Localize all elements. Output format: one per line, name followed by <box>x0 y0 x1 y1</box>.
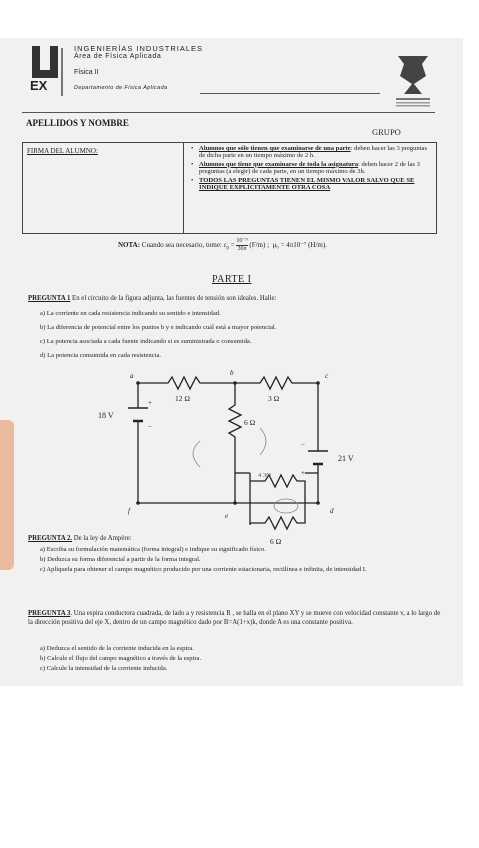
rule-item: • Alumnos que sólo tienen que examinarse de una parte: deben hacer las 3 preguntas de dicha parte en un tiempo máximo de 2 h. <box>191 145 433 160</box>
node-e: e <box>225 512 229 520</box>
resistor-6-middle: 6 Ω <box>244 418 256 427</box>
exam-rules <box>191 145 433 192</box>
signature-label: FIRMA DEL ALUMNO: <box>27 147 98 155</box>
minus-sign-18v: − <box>148 423 152 431</box>
q1-item-c: c) La potencia asociada a cada fuente indicando si es suministrada o consumida. <box>40 338 252 345</box>
node-b: b <box>230 369 234 377</box>
source-21v: 21 V <box>338 454 354 463</box>
part-title: PARTE I <box>212 274 252 285</box>
question-2: PREGUNTA 2. De la ley de Ampère: <box>28 535 132 542</box>
node-f: f <box>128 507 130 515</box>
node-c: c <box>325 372 329 380</box>
department-name: Departamento de Física Aplicada <box>74 85 168 91</box>
crest-icon <box>392 50 434 110</box>
question-1: PREGUNTA 1 En el circuito de la figura adjunta, las fuentes de tensión son ideales. Halle: <box>28 295 277 302</box>
rule-item: • TODOS LAS PREGUNTAS TIENEN EL MISMO VALOR SALVO QUE SE INDIQUE EXPLÍCITAMENTE OTRA COSA <box>191 177 433 192</box>
logo-text: EX <box>30 78 48 93</box>
surname-label: APELLIDOS Y NOMBRE <box>26 118 129 128</box>
resistor-6-bottom: 6 Ω <box>270 537 282 546</box>
minus-sign-21v: − <box>301 441 305 449</box>
signature-box <box>22 142 437 234</box>
header-rule <box>200 93 380 94</box>
question-3: PREGUNTA 3. Una espira conductora cuadrada, de lado a y resistencia R , se halla en el plano XY y se mueve con velocidad constante v, a lo largo de la dirección positiva del eje X, dentro de un campo magnético dado por B=A(1+x)k, donde A es una constante positiva. <box>28 610 441 626</box>
signature-divider <box>183 143 184 233</box>
q2-item-a: a) Escriba su formulación matemática (forma integral) e indique su significado físico. <box>40 546 266 553</box>
plus-sign-21v: + <box>301 469 305 477</box>
q2-item-b: b) Deduzca su forma diferencial a partir de la forma integral. <box>40 556 201 563</box>
resistor-annotation: 4 3Ω <box>258 472 271 479</box>
exam-sheet <box>0 38 463 686</box>
header-rule-2 <box>22 112 435 113</box>
q3-item-a: a) Deduzca el sentido de la corriente inducida en la espira. <box>40 645 194 652</box>
resistor-12: 12 Ω <box>175 394 190 403</box>
q3-item-b: b) Calcule el flujo del campo magnético a través de la espira. <box>40 655 202 662</box>
plus-sign-18v: + <box>148 399 152 407</box>
q3-item-c: c) Calcule la intensidad de la corriente inducida. <box>40 665 168 672</box>
institution-name: INGENIERÍAS INDUSTRIALES <box>74 44 204 53</box>
finger-edge <box>0 420 14 570</box>
rule-item: • Alumnos que tiene que examinarse de toda la asignatura: deben hacer 2 de las 3 preguntas (a elegir) de cada parte, en un tiempo máximo de 3h. <box>191 161 433 176</box>
resistor-3: 3 Ω <box>268 394 280 403</box>
node-d: d <box>330 507 334 515</box>
group-label: GRUPO <box>372 127 401 137</box>
institution-area: Área de Física Aplicada <box>74 53 162 60</box>
course-name: Física II <box>74 69 99 76</box>
q2-item-c: c) Aplíquela para obtener el campo magnético producido por una corriente estacionaria, rectilínea e infinita, de intensidad I. <box>40 566 367 573</box>
source-18v: 18 V <box>98 411 114 420</box>
q1-item-a: a) La corriente en cada resistencia indicando su sentido e intensidad. <box>40 310 221 317</box>
q1-item-b: b) La diferencia de potencial entre los puntos b y e indicando cuál está a mayor potencial. <box>40 324 277 331</box>
constants-note: NOTA: Cuando sea necesario, tome: $\varepsilon_0$ = $\frac{\text{10⁻⁹}}{36\pi}$ (F/m) ; μ₀ = 4π10⁻⁷ (H/m). <box>118 238 327 252</box>
node-a: a <box>130 372 134 380</box>
q1-item-d: d) La potencia consumida en cada resistencia. <box>40 352 162 359</box>
circuit-diagram <box>90 363 370 546</box>
